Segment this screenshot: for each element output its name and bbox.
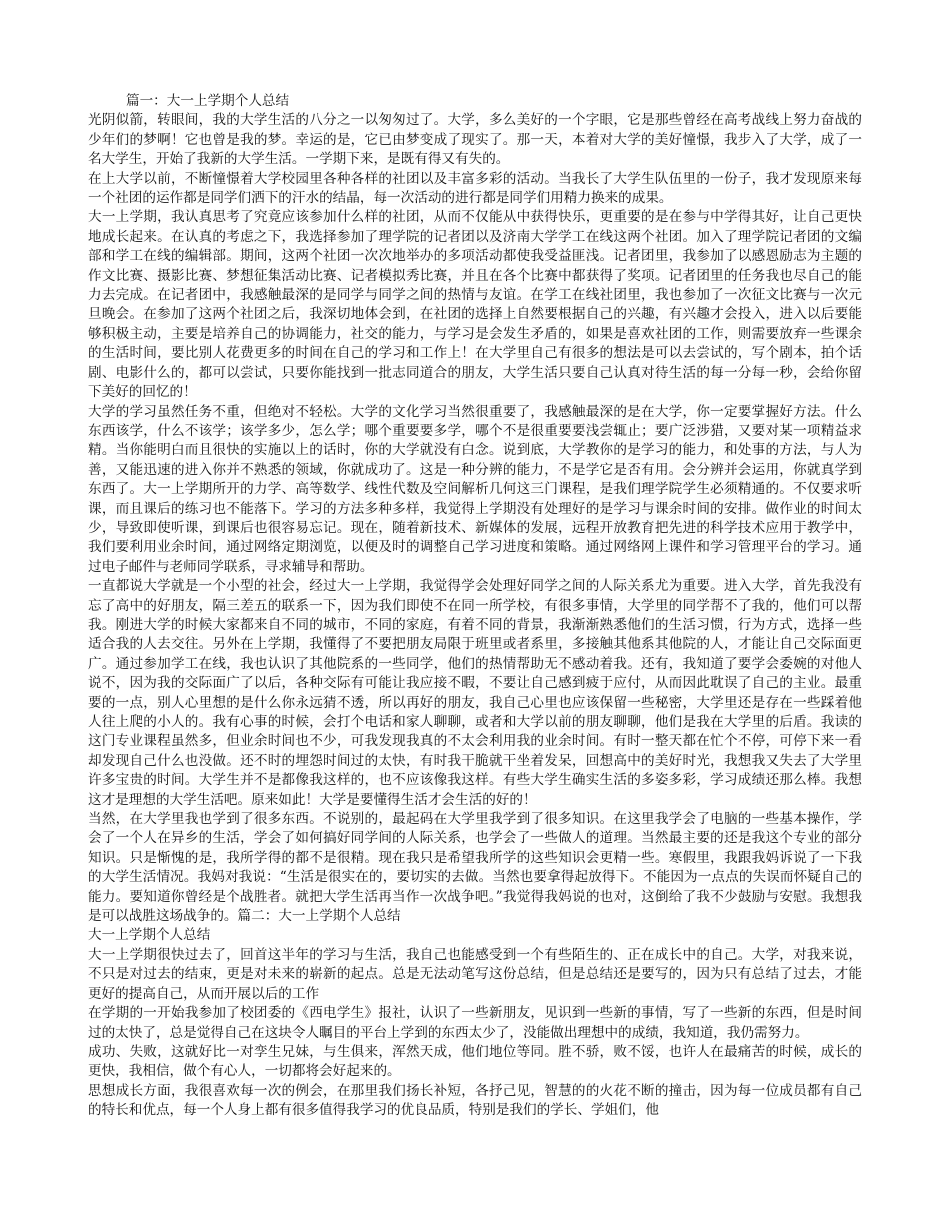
paragraph-9: 在学期的一开始我参加了校团委的《西电学生》报社，认识了一些新朋友，见识到一些新的事情，写了一些新的东西，但是时间过的太快了，总是觉得自己在这块令人瞩目的平台上学到的东西太少了，没能做出理想中的成绩，我知道，我仍需努力。 — [88, 1005, 862, 1041]
paragraph-3: 大一上学期，我认真思考了究竟应该参加什么样的社团，从而不仅能从中获得快乐，更重要的是在参与中学得其好，让自己更快地成长起来。在认真的考虑之下，我选择参加了理学院的记者团以及济南大学学工在线这两个社团。加入了理学院记者团的文编部和学工在线的编辑部。期间，这两个社团一次次地举办的多项活动都使我受益匪浅。记者团里，我参加了以感恩励志为主题的作文比赛、摄影比赛、梦想征集活动比赛、记者模拟秀比赛，并且在各个比赛中都获得了奖项。记者团里的任务我也尽自己的能力去完成。在记者团中，我感触最深的是同学与同学之间的热情与友谊。在学工在线社团里，我也参加了一次征文比赛与一次元旦晚会。在参加了这两个社团之后，我深切地体会到，在社团的选择上自然要根据自己的兴趣，有兴趣才会投入，进入以后要能够积极主动，主要是培养自己的协调能力，社交的能力，与学习是会发生矛盾的，如果是喜欢社团的工作，则需要放弃一些课余的生活时间，要比别人花费更多的时间在自己的学习和工作上！在大学里自己有很多的想法是可以去尝试的，写个剧本，拍个话剧、电影什么的，都可以尝试，只要你能找到一批志同道合的朋友，大学生活只要自己认真对待生活的每一分每一秒，会给你留下美好的回忆的！ — [88, 209, 862, 401]
paragraph-11: 思想成长方面，我很喜欢每一次的例会，在那里我们扬长补短，各抒己见，智慧的的火花不断的撞击，因为每一位成员都有自己的特长和优点，每一个人身上都有很多值得我学习的优良品质，特别是我们的学长、学姐们，他 — [88, 1082, 862, 1119]
paragraph-10: 成功、失败，这就好比一对孪生兄妹，与生俱来，浑然天成，他们地位等同。胜不骄，败不馁，也许人在最痛苦的时候，成长的更快，我相信，做个有心人，一切都将会好起来的。 — [88, 1043, 862, 1080]
paragraph-2: 在上大学以前，不断憧憬着大学校园里各种各样的社团以及丰富多彩的活动。当我长了大学生队伍里的一份子，我才发现原来每一个社团的运作都是同学们洒下的汗水的结晶，每一次活动的进行都是同学们用精力换来的成果。 — [88, 170, 862, 207]
paragraph-8: 大一上学期很快过去了，回首这半年的学习与生活，我自己也能感受到一个有些陌生的、正在成长中的自己。大学，对我来说，不只是对过去的结束，更是对未来的崭新的起点。总是无法动笔写这份总结，但是总结还是要写的，因为只有总结了过去，才能更好的提高自己，从而开展以后的工作 — [88, 946, 862, 1002]
paragraph-1: 光阴似箭，转眼间，我的大学生活的八分之一以匆匆过了。大学，多么美好的一个字眼，它是那些曾经在高考战线上努力奋战的少年们的梦啊！它也曾是我的梦。幸运的是，它已由梦变成了现实了。那一天，本着对大学的美好憧憬，我步入了大学，成了一名大学生，开始了我新的大学生活。一学期下来，是既有得又有失的。 — [88, 112, 862, 168]
paragraph-5: 一直都说大学就是一个小型的社会，经过大一上学期，我觉得学会处理好同学之间的人际关系尤为重要。进入大学，首先我没有忘了高中的好朋友，隔三差五的联系一下，因为我们即使不在同一所学校，有很多事情，大学里的同学帮不了我的，他们可以帮我。刚进大学的时候大家都来自不同的城市，不同的家庭，有着不同的背景，我渐渐熟悉他们的生活习惯，行为方式，选择一些适合我的人去交往。另外在上学期，我懂得了不要把朋友局限于班里或者系里，多接触其他系其他院的人，才能让自己交际面更广。通过参加学工在线，我也认识了其他院系的一些同学，他们的热情帮助无不感动着我。还有，我知道了要学会委婉的对他人说不，因为我的交际面广了以后，各种交际有可能让我应接不暇，不要让自己感到疲于应付，从而因此耽误了自己的主业。最重要的一点，别人心里想的是什么你永远猜不透，所以再好的朋友，我自己心里也应该保留一些秘密，大学里还是存在一些踩着他人往上爬的小人的。我有心事的时候，会打个电话和家人聊聊，或者和大学以前的朋友聊聊，他们是我在大学里的后盾。我读的这门专业课程虽然多，但业余时间也不少，可我发现我真的不太会利用我的业余时间。有时一整天都在忙个不停，可停下来一看却发现自己什么也没做。还不时的埋怨时间过的太快，有时我干脆就干坐着发呆，回想高中的美好时光，我想我又失去了大学里许多宝贵的时间。大学生并不是都像我这样的，也不应该像我这样。有些大学生确实生活的多姿多彩，学习成绩还那么棒。我想这才是理想的大学生活吧。原来如此！大学是要懂得生活才会生活的好的！ — [88, 578, 862, 808]
paragraph-6: 当然，在大学里我也学到了很多东西。不说别的，最起码在大学里我学到了很多知识。在这里我学会了电脑的一些基本操作，学会了一个人在异乡的生活，学会了如何搞好同学间的人际关系，也学会了一些做人的道理。当然最主要的还是我这个专业的部分知识。只是惭愧的是，我所学得的都不是很精。现在我只是希望我所学的这些知识会更精一些。寒假里，我跟我妈诉说了一下我的大学生活情况。我妈对我说：“生活是很实在的，要切实的去做。当然也要拿得起放得下。不能因为一点点的失误而怀疑自己的能力。要知道你曾经是个战胜者。就把大学生活再当作一次战争吧。”我觉得我妈说的也对，这倒给了我不少鼓励与安慰。我想我是可以战胜这场战争的。篇二：大一上学期个人总结 — [88, 811, 862, 925]
paragraph-4: 大学的学习虽然任务不重，但绝对不轻松。大学的文化学习当然很重要了，我感触最深的是在大学，你一定要掌握好方法。什么东西该学，什么不该学；该学多少，怎么学；哪个重要要多学，哪个不是很重要要浅尝辄止；要广泛涉猎，又要对某一项精益求精。当你能明白而且很快的实施以上的话时，你的大学就没有白念。说到底，大学教你的是学习的能力，和处事的方法，与人为善，又能迅速的进入你并不熟悉的领域，你就成功了。这是一种分辨的能力，不是学它是否有用。会分辨并会运用，你就真学到东西了。大一上学期所开的力学、高等数学、线性代数及空间解析几何这三门课程，是我们理学院学生必须精通的。不仅要求听课，而且课后的练习也不能落下。学习的方法多种多样，我觉得上学期没有处理好的是学习与课余时间的安排。做作业的时间太少，导致即使听课，到课后也很容易忘记。现在，随着新技术、新媒体的发展，远程开放教育把先进的科学技术应用于教学中，我们要利用业余时间，通过网络定期浏览，以便及时的调整自己学习进度和策略。通过网络网上课件和学习管理平台的学习。通过电子邮件与老师同学联系，寻求辅导和帮助。 — [88, 403, 862, 575]
document-title: 篇一：大一上学期个人总结 — [126, 93, 290, 109]
section-heading: 大一上学期个人总结 — [88, 927, 211, 944]
